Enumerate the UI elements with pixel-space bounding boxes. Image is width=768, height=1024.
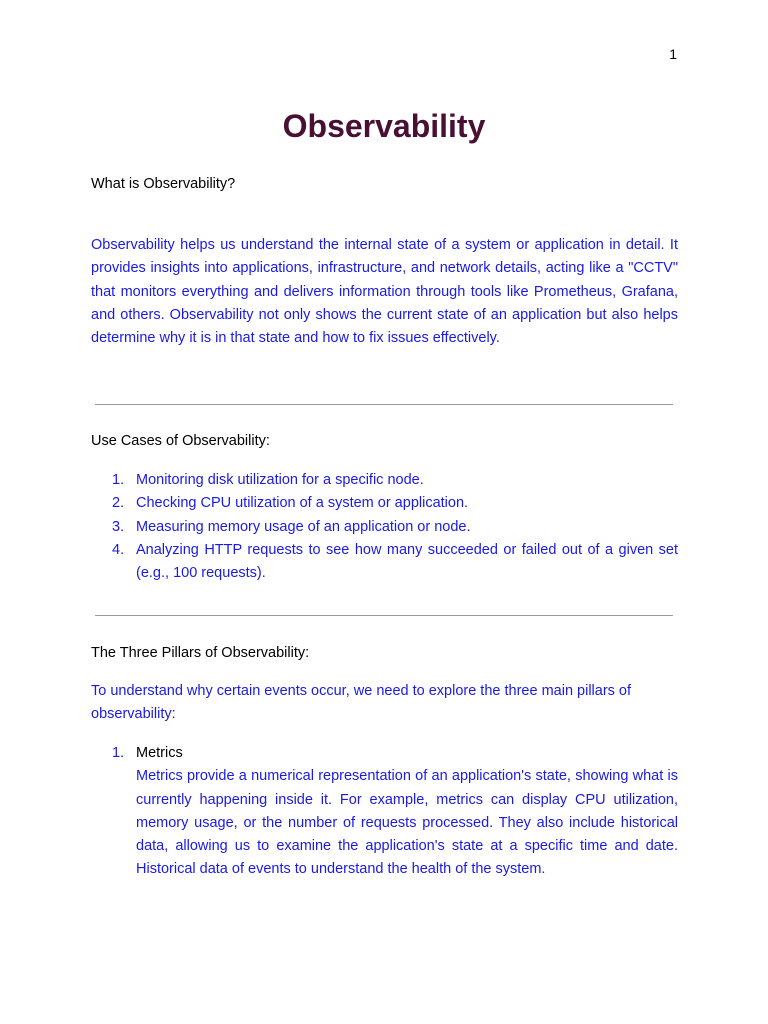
list-item-number: 3. bbox=[112, 518, 125, 535]
pillar-number: 1. bbox=[112, 745, 125, 761]
divider bbox=[95, 404, 673, 405]
list-item-text: Analyzing HTTP requests to see how many succeeded or failed out of a given set (e.g., 100 requests). bbox=[136, 541, 678, 582]
list-item-text: Measuring memory usage of an application or node. bbox=[136, 518, 471, 535]
page-number: 1 bbox=[669, 46, 677, 62]
section-heading-what-is: What is Observability? bbox=[91, 176, 236, 192]
list-item-text: Checking CPU utilization of a system or application. bbox=[136, 495, 469, 512]
paragraph-pillars-intro: To understand why certain events occur, we need to explore the three main pillars of observability: bbox=[91, 683, 632, 723]
list-item-number: 2. bbox=[112, 495, 125, 512]
pillar-title: Metrics bbox=[136, 745, 183, 761]
list-item-number: 4. bbox=[112, 541, 125, 558]
list-item bbox=[91, 469, 678, 492]
use-cases-list-wrap bbox=[91, 469, 678, 585]
section-three-pillars bbox=[91, 645, 678, 661]
document-title: Observability bbox=[282, 108, 486, 144]
pillars-list bbox=[91, 742, 678, 882]
list-item-text: Monitoring disk utilization for a specific node. bbox=[136, 472, 424, 488]
divider bbox=[95, 615, 673, 616]
section-use-cases bbox=[91, 433, 678, 449]
paragraph-definition: Observability helps us understand the internal state of a system or application in detail. It provides insights into applications, infrastructure, and network details, acting like a "CCTV" that monitors everything and delivers information through tools like Prometheus, Grafana, and others. Observability not only shows the current state of an application but also helps determine why it is in that state and how to fix issues effectively. bbox=[91, 237, 678, 347]
use-cases-list bbox=[91, 469, 678, 585]
list-item bbox=[91, 516, 678, 539]
section-three-pillars-intro bbox=[91, 680, 678, 727]
pillar-item-metrics bbox=[91, 742, 678, 882]
section-heading-three-pillars: The Three Pillars of Observability: bbox=[91, 645, 310, 661]
section-what-is bbox=[91, 176, 678, 192]
list-item-number: 1. bbox=[112, 472, 125, 488]
list-item bbox=[91, 492, 678, 515]
section-what-is-body bbox=[91, 234, 678, 350]
list-item bbox=[91, 539, 678, 586]
pillar-body: Metrics provide a numerical representation of an application's state, showing what is currently happening inside it. For example, metrics can display CPU utilization, memory usage, or the number of requests processed. They also include historical data, allowing us to examine the application's state at a specific time and date. Historical data of events to understand the health of the system. bbox=[136, 768, 678, 878]
section-heading-use-cases: Use Cases of Observability: bbox=[91, 433, 270, 449]
